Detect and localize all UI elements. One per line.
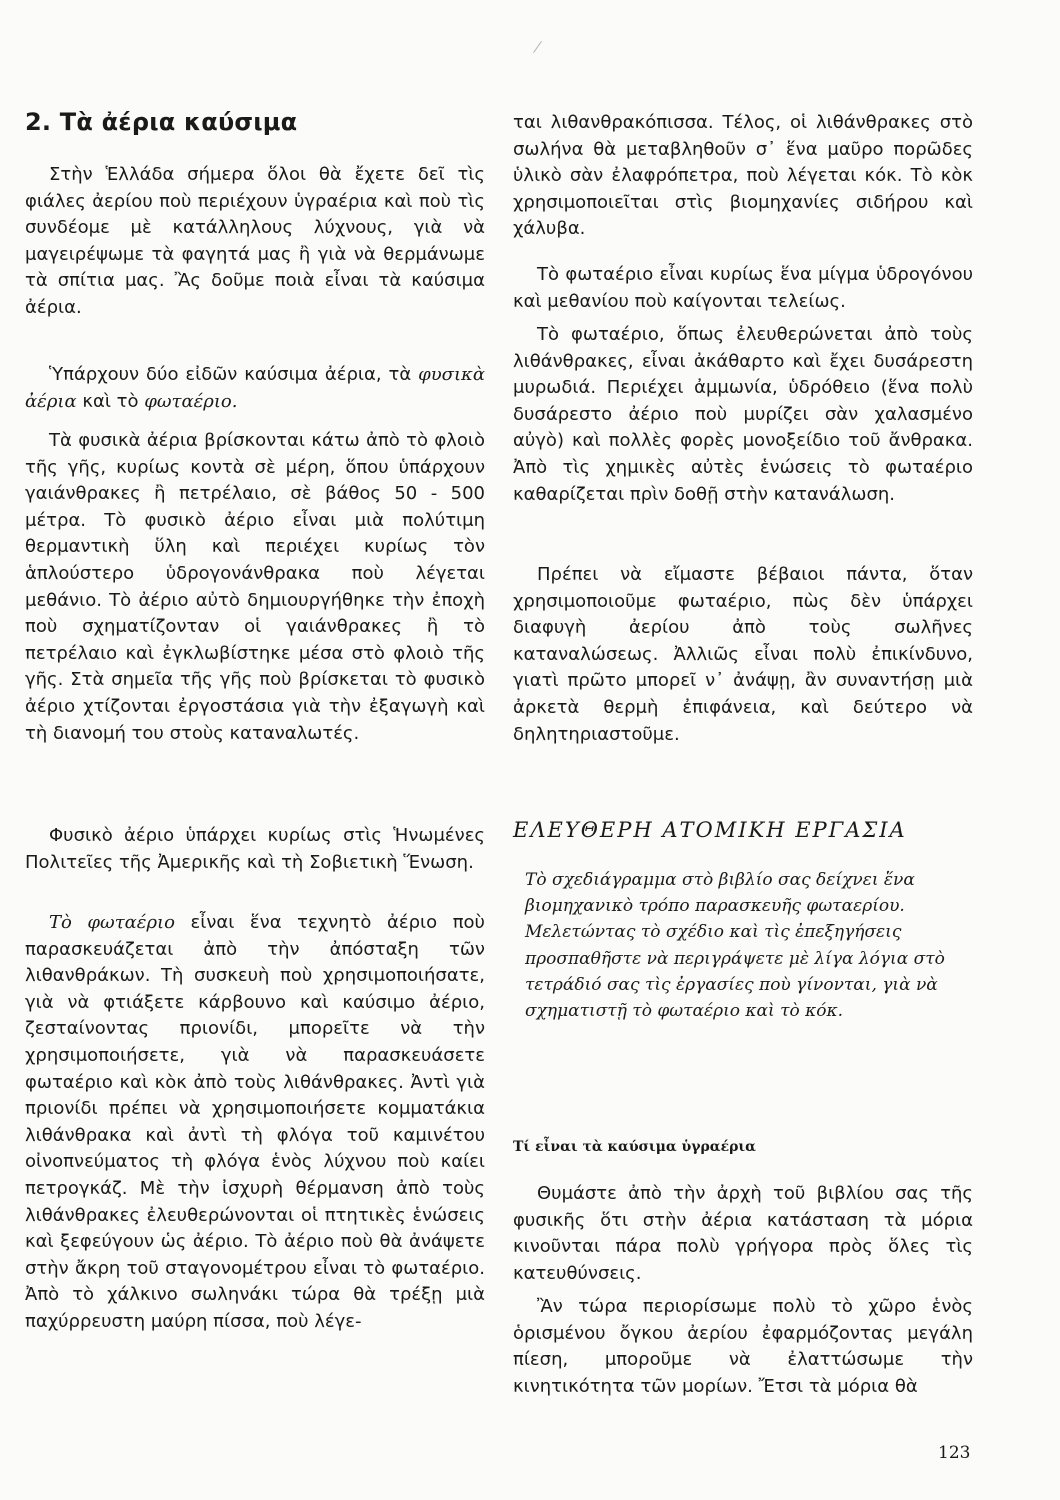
section-heading: ΕΛΕΥΘΕΡΗ ΑΤΟΜΙΚΗ ΕΡΓΑΣΙΑ	[513, 818, 907, 842]
scan-mark	[533, 41, 542, 53]
paragraph-coal-gas	[25, 910, 485, 1336]
paragraph-coal-tar: ται λιθανθρακόπισσα. Τέλος, οἱ λιθάνθρακες στὸ σωλήνα θὰ μεταβληθοῦν σ᾽ ἕνα μαῦρο πορῶδες ὑλικὸ σὰν ἐλαφρόπετρα, ποὺ λέγεται κόκ. Τὸ κὸκ χρησιμοποιεῖται στὶς βιομηχανίες σιδήρου καὶ χάλυβα.	[513, 112, 973, 240]
paragraph-impurities: Τὸ φωταέριο, ὅπως ἐλευθερώνεται ἀπὸ τοὺς λιθάνθρακες, εἶναι ἀκάθαρτο καὶ ἔχει δυσάρεστη μυρωδιά. Περιέχει ἀμμωνία, ὑδρόθειο (ἕνα πολὺ δυσάρεστο ἀέριο ποὺ μυρίζει σὰν χαλασμένο αὐγὸ) καὶ πολλὲς φορὲς μονοξείδιο τοῦ ἄνθρακα. Ἀπὸ τὶς χημικὲς αὐτὲς ἑνώσεις τὸ φωταέριο καθαρίζεται πρὶν δοθῇ στὴν κατανάλωση.	[513, 324, 973, 505]
term-coal-gas-heading: Τὸ φωταέριο	[49, 912, 175, 933]
gas-types-text: Ὑπάρχουν δύο εἰδῶν καύσιμα ἀέρια, τὰ	[49, 364, 412, 385]
page-title: 2. Τὰ ἀέρια καύσιμα	[25, 108, 298, 136]
gas-types-conj: καὶ τὸ	[82, 390, 139, 412]
paragraph-compression: Ἂν τώρα περιορίσωμε πολὺ τὸ χῶρο ἑνὸς ὁρισμένου ὄγκου ἀερίου ἐφαρμόζοντας μεγάλη πίεση, μποροῦμε νὰ ἐλαττώσωμε τὴν κινητικότητα τῶν μορίων. Ἔτσι τὰ μόρια θὰ	[513, 1296, 973, 1397]
paragraph-molecules: Θυμάστε ἀπὸ τὴν ἀρχὴ τοῦ βιβλίου σας τῆς φυσικῆς ὅτι στὴν ἀέρια κατάσταση τὰ μόρια κινοῦνται πάρα πολὺ γρήγορα πρὸς ὅλες τὶς κατευθύνσεις.	[513, 1183, 973, 1284]
paragraph-gas-locations: Φυσικὸ ἀέριο ὑπάρχει κυρίως στὶς Ἡνωμένες Πολιτεῖες τῆς Ἀμερικῆς καὶ τὴ Σοβιετικὴ Ἕνωση.	[25, 825, 485, 873]
term-coal-gas: φωταέριο.	[144, 390, 238, 412]
paragraph-natural-gas: Τὰ φυσικὰ ἀέρια βρίσκονται κάτω ἀπὸ τὸ φλοιὸ τῆς γῆς, κυρίως κοντὰ σὲ μέρη, ὅπου ὑπάρχουν γαιάνθρακες ἢ πετρέλαιο, σὲ βάθος 50 - 500 μέτρα. Τὸ φυσικὸ ἀέριο εἶναι μιὰ πολύτιμη θερμαντικὴ ὕλη καὶ περιέχει κυρίως τὸν ἁπλούστερο ὑδρογονάνθρακα ποὺ λέγεται μεθάνιο. Τὸ ἀέριο αὐτὸ δημιουργήθηκε τὴν ἐποχὴ ποὺ σχηματίζονταν οἱ γαιάνθρακες ἢ τὸ πετρέλαιο καὶ ἐγκλωβίστηκε μέσα στὸ φλοιὸ τῆς γῆς. Στὰ σημεῖα τῆς γῆς ποὺ βρίσκεται τὸ φυσικὸ ἀέριο χτίζονται ἐργοστάσια γιὰ τὴν ἐξαγωγὴ καὶ τὴ διανομή του στοὺς καταναλωτές.	[25, 430, 485, 744]
paragraph-safety: Πρέπει νὰ εἴμαστε βέβαιοι πάντα, ὅταν χρησιμοποιοῦμε φωταέριο, πὼς δὲν ὑπάρχει διαφυγὴ ἀερίου ἀπὸ τοὺς σωλῆνες καταναλώσεως. Ἀλλιῶς εἶναι πολὺ ἐπικίνδυνο, γιατὶ πρῶτο μπορεῖ ν᾽ ἀνάψῃ, ἂν συναντήσῃ μιὰ ἀρκετὰ θερμὴ ἐπιφάνεια, καὶ δεύτερο νὰ δηλητηριαστοῦμε.	[513, 564, 973, 745]
paragraph-intro: Στὴν Ἑλλάδα σήμερα ὅλοι θὰ ἔχετε δεῖ τὶς φιάλες ἀερίου ποὺ περιέχουν ὑγραέρια καὶ ποὺ τὶς συνδέομε μὲ κατάλληλους λύχνους, γιὰ νὰ μαγειρέψωμε τὰ φαγητά μας ἢ γιὰ νὰ θερμάνωμε τὰ σπίτια μας. Ἂς δοῦμε ποιὰ εἶναι τὰ καύσιμα ἀέρια.	[25, 164, 485, 318]
assignment-text: Τὸ σχεδιάγραμμα στὸ βιβλίο σας δείχνει ἕνα βιομηχανικὸ τρόπο παρασκευῆς φωταερίου. Μελετώντας τὸ σχέδιο καὶ τὶς ἐπεξηγήσεις προσπαθῆστε νὰ περιγράψετε μὲ λίγα λόγια στὸ τετράδιό σας τὶς ἐργασίες ποὺ γίνονται, γιὰ νὰ σχηματιστῇ τὸ φωταέριο καὶ τὸ κόκ.	[525, 870, 945, 1022]
paragraph-gas-types	[25, 362, 485, 415]
coal-gas-text: εἶναι ἕνα τεχνητὸ ἀέριο ποὺ παρασκευάζεται ἀπὸ τὴν ἀπόσταξη τῶν λιθανθράκων. Τὴ συσκευὴ ποὺ χρησιμοποιήσατε, γιὰ νὰ φτιάξετε κάρβουνο καὶ καύσιμο ἀέριο, ζεσταίνοντας πριονίδι, μπορεῖτε νὰ τὴν χρησιμοποιήσετε, γιὰ νὰ παρασκευάσετε φωταέριο καὶ κὸκ ἀπὸ τοὺς λιθάνθρακες. Ἀντὶ γιὰ πριονίδι πρέπει νὰ χρησιμοποιήσετε κομματάκια λιθάνθρακα καὶ ἀντὶ τὴ φλόγα τοῦ καμινέτου οἰνοπνεύματος τὴ φλόγα ἑνὸς λύχνου ποὺ καίει πετρογκάζ. Μὲ τὴν ἰσχυρὴ θέρμανση ἀπὸ τοὺς λιθάνθρακες ἐλευθερώνονται οἱ πτητικὲς ἑνώσεις καὶ ξεφεύγουν ὡς ἀέριο. Τὸ ἀέριο ποὺ θὰ ἀνάψετε στὴν ἄκρη τοῦ σταγονομέτρου εἶναι τὸ φωταέριο. Ἀπὸ τὸ χάλκινο σωληνάκι τώρα θὰ τρέξῃ μιὰ παχύρρευστη μαύρη πίσσα, ποὺ λέγε-	[25, 912, 485, 1332]
subheading-lpg: Τί εἶναι τὰ καύσιμα ὑγραέρια	[513, 1139, 756, 1155]
page-number: 123	[938, 1443, 971, 1463]
term-natural-gases: φυσικὰ ἀέρια	[25, 364, 485, 412]
paragraph-composition: Τὸ φωταέριο εἶναι κυρίως ἕνα μίγμα ὑδρογόνου καὶ μεθανίου ποὺ καίγονται τελείως.	[513, 264, 973, 312]
